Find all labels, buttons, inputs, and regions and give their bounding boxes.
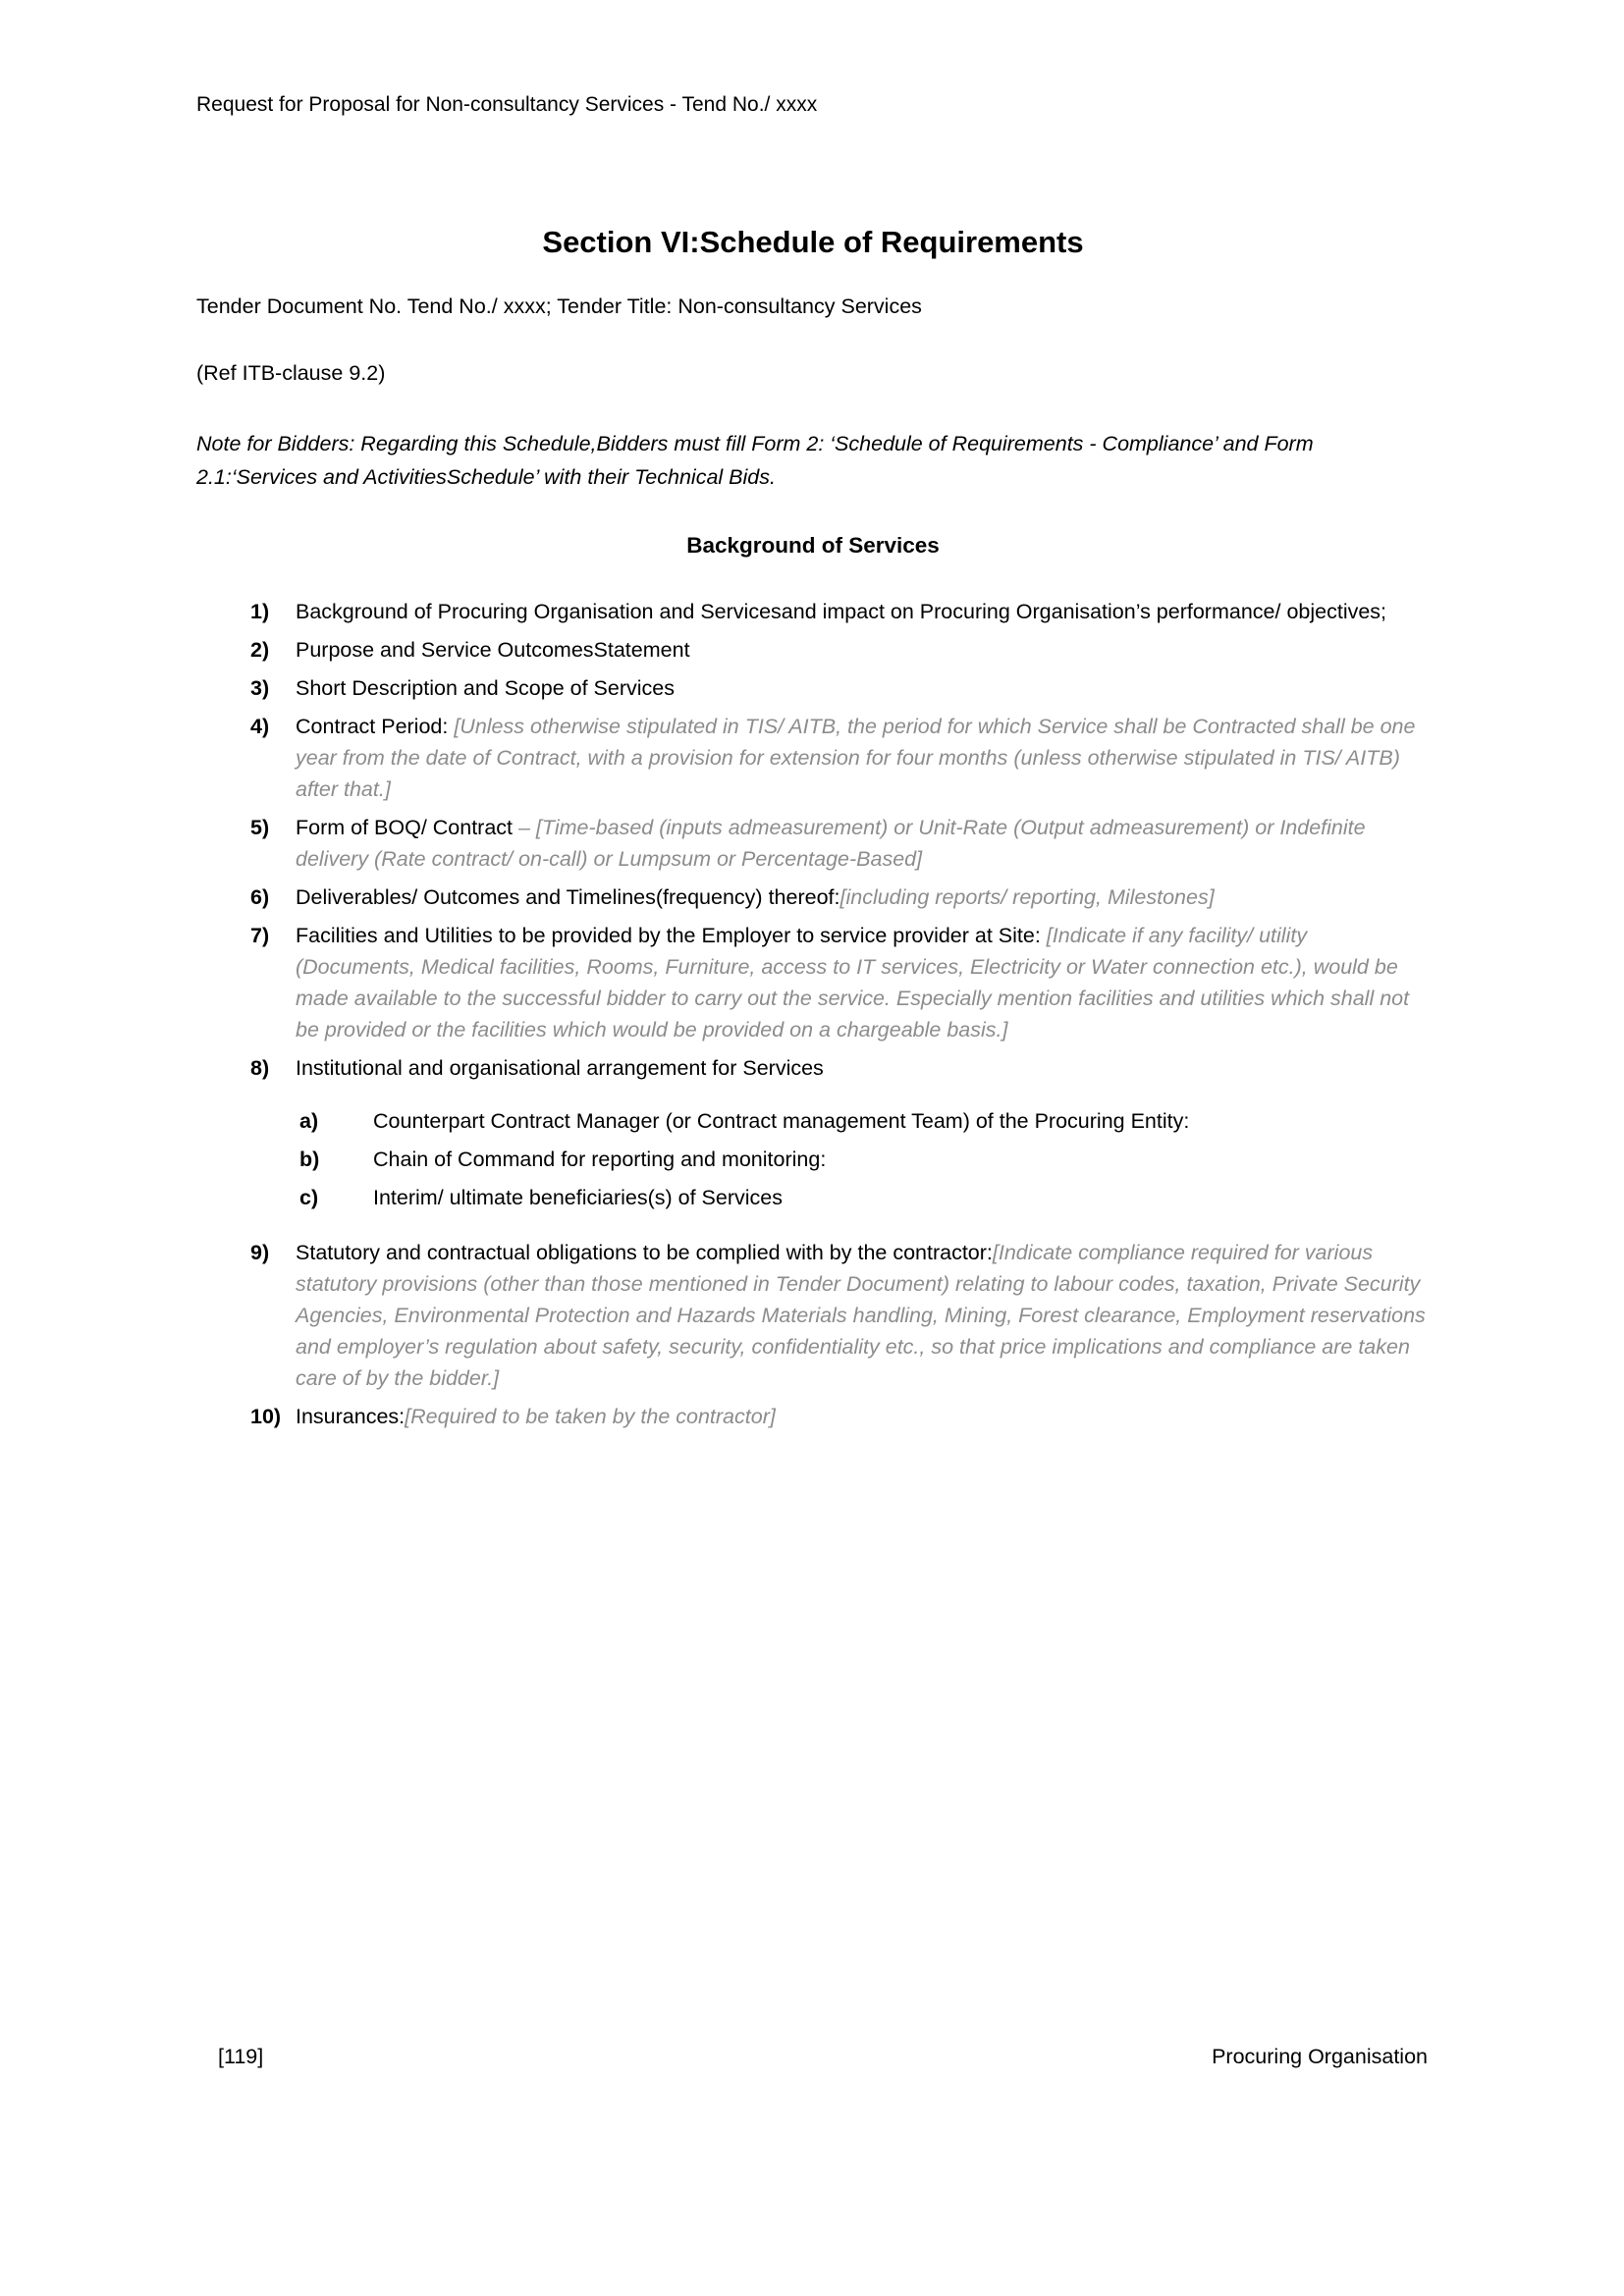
item-number: 6)	[250, 885, 270, 909]
list-item-2	[250, 634, 1430, 666]
sub-item-b	[299, 1144, 1430, 1175]
requirements-list	[250, 596, 1430, 1432]
page-header-line: Request for Proposal for Non-consultancy Services - Tend No./ xxxx	[196, 93, 818, 116]
bidder-note: Note for Bidders: Regarding this Schedule,Bidders must fill Form 2: ‘Schedule of Requirements - Compliance’ and Form 2.1:‘Services and ActivitiesSchedule’ with their Technical Bids.	[196, 432, 1314, 489]
item-number: 1)	[250, 600, 270, 623]
sub-item-text: Counterpart Contract Manager (or Contract management Team) of the Procuring Entity:	[373, 1109, 1190, 1133]
list-item-7	[250, 920, 1430, 1045]
item-text: Deliverables/ Outcomes and Timelines(frequency) thereof:	[296, 885, 840, 909]
document-title: Section VI:Schedule of Requirements	[542, 225, 1084, 259]
organisation-name: Procuring Organisation	[1212, 2045, 1428, 2068]
item-text: Purpose and Service OutcomesStatement	[296, 638, 690, 662]
item-annotation: [Required to be taken by the contractor]	[405, 1405, 776, 1428]
page-footer	[196, 2045, 1428, 2069]
itb-ref-line: (Ref ITB-clause 9.2)	[196, 361, 386, 385]
item-number: 8)	[250, 1056, 270, 1080]
list-item-5	[250, 812, 1430, 875]
list-item-10	[250, 1401, 1430, 1432]
sub-item-c	[299, 1182, 1430, 1213]
list-item-9	[250, 1237, 1430, 1394]
item-number: 10)	[250, 1405, 282, 1428]
item-text: Statutory and contractual obligations to be complied with by the contractor:	[296, 1241, 993, 1264]
item-annotation: [Indicate compliance required for various statutory provisions (other than those mentioned in Tender Document) relating to labour codes, taxation, Private Security Agencies, Environmental Protection and Hazards Materials handling, Mining, Forest clearance, Employment reservations and employer’s regulation about safety, security, confidentiality etc., so that price implications and compliance are taken care of by the bidder.]	[296, 1241, 1426, 1390]
sub-item-text: Chain of Command for reporting and monitoring:	[373, 1148, 827, 1171]
item-number: 4)	[250, 715, 270, 738]
item-text: Contract Period:	[296, 715, 455, 738]
list-item-8	[250, 1052, 1430, 1084]
background-heading: Background of Services	[686, 533, 940, 558]
item-number: 2)	[250, 638, 270, 662]
tender-info-line: Tender Document No. Tend No./ xxxx; Tender Title: Non-consultancy Services	[196, 294, 922, 318]
item-annotation: [including reports/ reporting, Milestones]	[839, 885, 1215, 909]
item-text: Facilities and Utilities to be provided by the Employer to service provider at Site:	[296, 924, 1047, 947]
list-item-3	[250, 672, 1430, 704]
item-number: 3)	[250, 676, 270, 700]
sub-item-letter: a)	[299, 1109, 319, 1133]
item-text: Institutional and organisational arrangement for Services	[296, 1056, 824, 1080]
item-text: Form of BOQ/ Contract	[296, 816, 518, 839]
item-text: Insurances:	[296, 1405, 406, 1428]
list-item-4	[250, 711, 1430, 805]
item-number: 7)	[250, 924, 270, 947]
item-text: Short Description and Scope of Services	[296, 676, 676, 700]
sub-item-letter: c)	[299, 1186, 319, 1209]
item-annotation: [Unless otherwise stipulated in TIS/ AITB, the period for which Service shall be Contracted shall be one year from the date of Contract, with a provision for extension for four months (unless otherwise stipulated in TIS/ AITB) after that.]	[296, 715, 1416, 801]
sub-item-letter: b)	[299, 1148, 320, 1171]
item-annotation: [Indicate if any facility/ utility (Documents, Medical facilities, Rooms, Furniture, access to IT services, Electricity or Water connection etc.), would be made available to the successful bidder to carry out the service. Especially mention facilities and utilities which shall not be provided or the facilities which would be provided on a chargeable basis.]	[296, 924, 1410, 1041]
sub-item-text: Interim/ ultimate beneficiaries(s) of Services	[373, 1186, 784, 1209]
sub-list	[299, 1105, 1430, 1213]
item-annotation: – [Time-based (inputs admeasurement) or Unit-Rate (Output admeasurement) or Indefinite delivery (Rate contract/ on-call) or Lumpsum or Percentage-Based]	[296, 816, 1366, 871]
page-number: [119]	[218, 2045, 264, 2068]
list-item-1	[250, 596, 1430, 627]
item-text: Background of Procuring Organisation and Servicesand impact on Procuring Organisation’s performance/ objectives;	[296, 600, 1387, 623]
item-number: 9)	[250, 1241, 270, 1264]
list-item-6	[250, 881, 1430, 913]
sub-item-a	[299, 1105, 1430, 1137]
item-number: 5)	[250, 816, 270, 839]
